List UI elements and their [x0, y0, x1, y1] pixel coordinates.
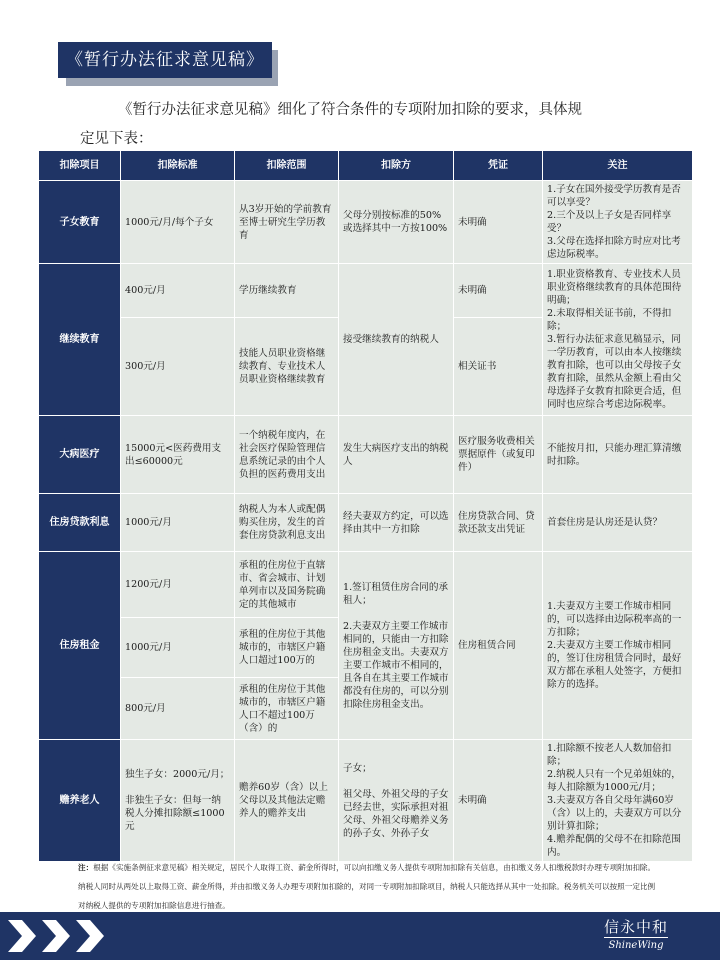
party-cell: 父母分别按标准的50%或选择其中一方按100%: [339, 181, 454, 264]
table-row: [39, 181, 693, 264]
proof-cell: 住房租赁合同: [454, 552, 543, 740]
proof-cell: 相关证书: [454, 318, 543, 416]
proof-cell: 未明确: [454, 740, 543, 862]
scope-cell: 承租的住房位于其他城市的，市辖区户籍人口不超过100万（含）的: [235, 678, 339, 740]
scope-cell: 纳税人为本人或配偶购买住房，发生的首套住房贷款利息支出: [235, 494, 339, 552]
party-cell: 子女； 祖父母、外祖父母的子女已经去世，实际承担对祖父母、外祖父母赡养义务的孙子女、外孙子女: [339, 740, 454, 862]
header-cell: 扣除项目: [39, 151, 121, 181]
deduction-table: [38, 150, 693, 862]
header-cell: 扣除标准: [121, 151, 235, 181]
standard-cell: 独生子女：2000元/月； 非独生子女：但每一纳税人分摊扣除额≤1000元: [121, 740, 235, 862]
party-cell: 接受继续教育的纳税人: [339, 264, 454, 416]
chevron-arrows-icon: [0, 912, 150, 960]
item-cell: 住房贷款利息: [39, 494, 121, 552]
standard-cell: 400元/月: [121, 264, 235, 318]
intro-line-2: 定见下表：: [80, 131, 153, 147]
scope-cell: 一个纳税年度内，在社会医疗保险管理信息系统记录的由个人负担的医药费用支出: [235, 416, 339, 494]
proof-cell: 医疗服务收费相关票据原件（或复印件）: [454, 416, 543, 494]
notes-cell: 1.职业资格教育、专业技术人员职业资格继续教育的具体范围待明确； 2.未取得相关证书前，不得扣除； 3.暂行办法征求意见稿显示，同一学历教育，可以由本人按继续教育扣除，也可以由父母按子女教育扣除，虽然从金额上看由父母选择子女教育扣除更合适，但同时也应综合考虑边际税率。: [543, 264, 693, 416]
scope-cell: 技能人员职业资格继续教育、专业技术人员职业资格继续教育: [235, 318, 339, 416]
notes-cell: 1.夫妻双方主要工作城市相同的，可以选择由边际税率高的一方扣除； 2.夫妻双方主要工作城市相同的，签订住房租赁合同时，最好双方都在承租人处签字，方便扣除方的选择。: [543, 552, 693, 740]
proof-cell: 住房贷款合同、贷款还款支出凭证: [454, 494, 543, 552]
item-cell: 赡养老人: [39, 740, 121, 862]
proof-cell: 未明确: [454, 264, 543, 318]
intro-line-1: 《暂行办法征求意见稿》细化了符合条件的专项附加扣除的要求，具体规: [118, 102, 582, 118]
footnote-text: 根据《实施条例征求意见稿》相关规定，居民个人取得工资、薪金所得时，可以向扣缴义务人提供专项附加扣除有关信息，由扣缴义务人扣缴税款时办理专项附加扣除。纳税人同时从两处以上取得工资、薪金所得，并由扣缴义务人办理专项附加扣除的，对同一专项附加扣除项目，纳税人只能选择从其中一处扣除。税务机关可以按照一定比例对纳税人提供的专项附加扣除信息进行抽查。: [78, 863, 656, 910]
standard-cell: 1000元/月: [121, 618, 235, 678]
scope-cell: 承租的住房位于其他城市的，市辖区户籍人口超过100万的: [235, 618, 339, 678]
scope-cell: 学历继续教育: [235, 264, 339, 318]
table-row: [39, 552, 693, 618]
header-cell: 关注: [543, 151, 693, 181]
table-row: [39, 740, 693, 862]
header-cell: 凭证: [454, 151, 543, 181]
table-row: [39, 264, 693, 318]
scope-cell: 从3岁开始的学前教育至博士研究生学历教育: [235, 181, 339, 264]
notes-cell: 1.子女在国外接受学历教育是否可以享受？ 2.三个及以上子女是否同样享受？ 3.父母在选择扣除方时应对比考虑边际税率。: [543, 181, 693, 264]
footnote-label: 注：: [78, 863, 94, 872]
standard-cell: 1200元/月: [121, 552, 235, 618]
notes-cell: 1.扣除额不按老人人数加倍扣除； 2.纳税人只有一个兄弟姐妹的，每人扣除额为1000元/月； 3.夫妻双方各自父母年满60岁（含）以上的，夫妻双方可以分别计算扣除； 4.赡养配偶的父母不在扣除范围内。: [543, 740, 693, 862]
party-cell: 1.签订租赁住房合同的承租人； 2.夫妻双方主要工作城市相同的，只能由一方扣除住房租金支出。夫妻双方主要工作城市不相同的，且各自在其主要工作城市都没有住房的，可以分别扣除住房租金支出。: [339, 552, 454, 740]
party-cell: 经夫妻双方约定，可以选择由其中一方扣除: [339, 494, 454, 552]
page-title: 《暂行办法征求意见稿》: [58, 42, 272, 78]
standard-cell: 300元/月: [121, 318, 235, 416]
standard-cell: 800元/月: [121, 678, 235, 740]
scope-cell: 赡养60岁（含）以上父母以及其他法定赡养人的赡养支出: [235, 740, 339, 862]
party-cell: 发生大病医疗支出的纳税人: [339, 416, 454, 494]
notes-cell: 不能按月扣，只能办理汇算清缴时扣除。: [543, 416, 693, 494]
item-cell: 子女教育: [39, 181, 121, 264]
logo-english: ShineWing: [608, 940, 664, 951]
scope-cell: 承租的住房位于直辖市、省会城市、计划单列市以及国务院确定的其他城市: [235, 552, 339, 618]
standard-cell: 1000元/月/每个子女: [121, 181, 235, 264]
logo-chinese: 信永中和: [604, 918, 669, 936]
table-header-row: [39, 151, 693, 181]
company-logo: [604, 917, 668, 957]
item-cell: 住房租金: [39, 552, 121, 740]
footnote: [78, 858, 658, 915]
standard-cell: 15000元<医药费用支出≤60000元: [121, 416, 235, 494]
header-cell: 扣除范围: [235, 151, 339, 181]
item-cell: 大病医疗: [39, 416, 121, 494]
proof-cell: 未明确: [454, 181, 543, 264]
table-row: [39, 494, 693, 552]
item-cell: 继续教育: [39, 264, 121, 416]
table-row: [39, 416, 693, 494]
notes-cell: 首套住房是认房还是认贷？: [543, 494, 693, 552]
standard-cell: 1000元/月: [121, 494, 235, 552]
header-cell: 扣除方: [339, 151, 454, 181]
intro-paragraph: [80, 96, 660, 154]
